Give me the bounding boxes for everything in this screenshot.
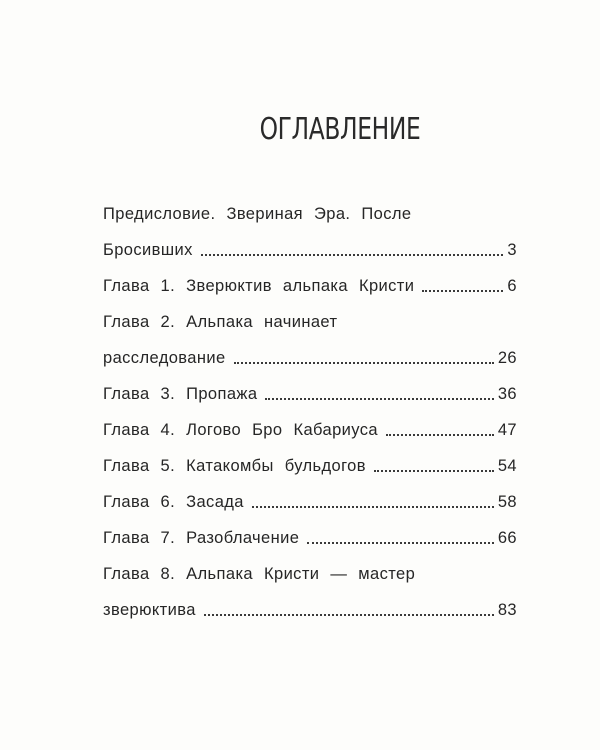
toc-entry-chapter-1 xyxy=(103,260,517,296)
dot-leader xyxy=(252,506,494,508)
toc-page-number: 6 xyxy=(507,277,517,295)
toc-entry-text: Бросивших xyxy=(103,241,193,259)
toc-entry-text: Глава 8. Альпака Кристи — мастер xyxy=(103,565,416,583)
dot-leader xyxy=(374,470,494,472)
toc-entry-chapter-5 xyxy=(103,440,517,476)
dot-leader xyxy=(201,254,504,256)
toc-page-number: 54 xyxy=(497,457,517,475)
toc-page-number: 47 xyxy=(497,421,517,439)
toc-entry-chapter-8-line-2 xyxy=(103,584,517,620)
toc-entry-text: расследование xyxy=(103,349,226,367)
toc-entry-chapter-7 xyxy=(103,512,517,548)
toc-entry-text: Предисловие. Звериная Эра. После xyxy=(103,205,412,223)
toc-entry-preface-line-2 xyxy=(103,224,517,260)
dot-leader xyxy=(234,362,494,364)
toc-entry-chapter-3 xyxy=(103,368,517,404)
dot-leader xyxy=(386,434,494,436)
toc-entry-chapter-4 xyxy=(103,404,517,440)
toc-entry-chapter-8-line-1 xyxy=(103,548,517,584)
toc-entry-chapter-2-line-1 xyxy=(103,296,517,332)
toc-page-number: 26 xyxy=(497,349,517,367)
toc-entry-chapter-2-line-2 xyxy=(103,332,517,368)
toc-entry-text: Глава 3. Пропажа xyxy=(103,385,258,403)
toc-entry-chapter-6 xyxy=(103,476,517,512)
dot-leader xyxy=(265,398,493,400)
toc-entry-text: Глава 7. Разоблачение xyxy=(103,529,300,547)
toc-entry-text: Глава 6. Засада xyxy=(103,493,244,511)
dot-leader xyxy=(422,290,503,292)
table-of-contents xyxy=(103,188,517,620)
toc-page-number: 3 xyxy=(507,241,517,259)
toc-page-number: 58 xyxy=(497,493,517,511)
toc-entry-text: Глава 5. Катакомбы бульдогов xyxy=(103,457,366,475)
dot-leader xyxy=(307,542,494,544)
toc-entry-preface-line-1 xyxy=(103,188,517,224)
toc-entry-text: Глава 1. Зверюктив альпака Кристи xyxy=(103,277,415,295)
page-title: ОГЛАВЛЕНИЕ xyxy=(259,112,421,147)
toc-entry-text: Глава 2. Альпака начинает xyxy=(103,313,338,331)
toc-entry-text: зверюктива xyxy=(103,601,196,619)
toc-page-number: 36 xyxy=(497,385,517,403)
toc-entry-text: Глава 4. Логово Бро Кабариуса xyxy=(103,421,378,439)
toc-page-number: 66 xyxy=(497,529,517,547)
dot-leader xyxy=(204,614,494,616)
toc-page-number: 83 xyxy=(497,601,517,619)
